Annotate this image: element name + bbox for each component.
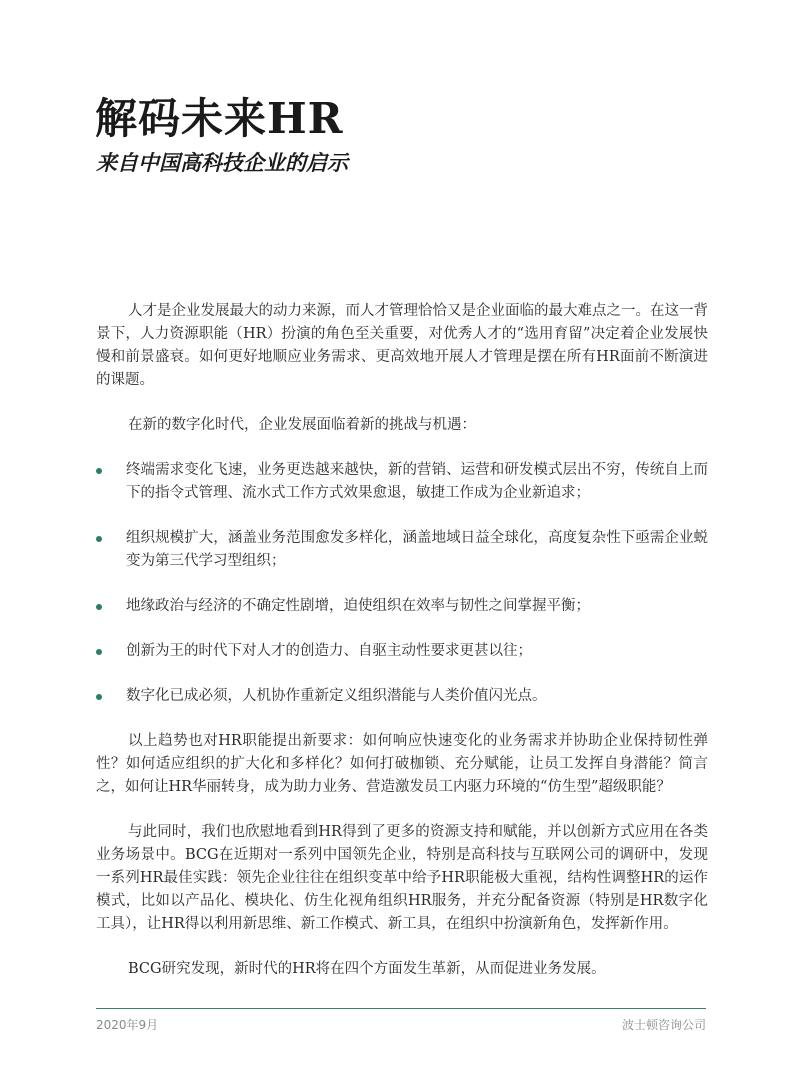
list-item xyxy=(96,685,708,708)
bullet-icon xyxy=(96,536,102,542)
list-item-text: 地缘政治与经济的不确定性剧增，迫使组织在效率与韧性之间掌握平衡； xyxy=(126,598,590,614)
list-item xyxy=(96,459,708,505)
footer-publisher: 波士顿咨询公司 xyxy=(621,1018,706,1032)
challenge-list xyxy=(96,459,708,708)
lead-paragraph: 在新的数字化时代，企业发展面临着新的挑战与机遇： xyxy=(128,417,476,433)
intro-paragraph: 人才是企业发展最大的动力来源，而人才管理恰恰又是企业面临的最大难点之一。在这一背景下，人力资源职能（HR）扮演的角色至关重要，对优秀人才的“选用育留”决定着企业发展快慢和前景盛衰。如何更好地顺应业务需求、更高效地开展人才管理是摆在所有HR面前不断演进的课题。 xyxy=(96,303,708,388)
trend-paragraph: 以上趋势也对HR职能提出新要求：如何响应快速变化的业务需求并协助企业保持韧性弹性？如何适应组织的扩大化和多样化？如何打破枷锁、充分赋能，让员工发挥自身潜能？简言之，如何让HR华丽转身，成为助力业务、营造激发员工内驱力环境的“仿生型”超级职能？ xyxy=(96,733,708,795)
list-item-text: 组织规模扩大，涵盖业务范围愈发多样化，涵盖地域日益全球化，高度复杂性下亟需企业蜕变为第三代学习型组织； xyxy=(126,530,708,569)
bullet-icon xyxy=(96,694,102,700)
list-item xyxy=(96,640,708,663)
bcg-paragraph: 与此同时，我们也欣慰地看到HR得到了更多的资源支持和赋能，并以创新方式应用在各类业务场景中。BCG在近期对一系列中国领先企业，特别是高科技与互联网公司的调研中，发现一系列HR最佳实践：领先企业往往在组织变革中给予HR职能极大重视，结构性调整HR的运作模式，比如以产品化、模块化、仿生化视角组织HR服务，并充分配备资源（特别是HR数字化工具），让HR得以利用新思维、新工作模式、新工具，在组织中扮演新角色，发挥新作用。 xyxy=(96,824,708,932)
list-item-text: 创新为王的时代下对人才的创造力、自驱主动性要求更甚以往； xyxy=(126,643,532,659)
list-item-text: 数字化已成必须，人机协作重新定义组织潜能与人类价值闪光点。 xyxy=(126,688,547,704)
closing-paragraph: BCG研究发现，新时代的HR将在四个方面发生革新，从而促进业务发展。 xyxy=(128,961,606,977)
footer-date: 2020年9月 xyxy=(96,1018,159,1032)
list-item xyxy=(96,527,708,573)
page-title: 解码未来HR xyxy=(95,94,344,143)
body-text xyxy=(96,300,708,1003)
bullet-icon xyxy=(96,604,102,610)
bullet-icon xyxy=(96,649,102,655)
bullet-icon xyxy=(96,468,102,474)
list-item xyxy=(96,595,708,618)
footer-divider xyxy=(96,1008,706,1009)
list-item-text: 终端需求变化飞速，业务更迭越来越快，新的营销、运营和研发模式层出不穷，传统自上而下的指令式管理、流水式工作方式效果愈退，敏捷工作成为企业新追求； xyxy=(126,462,708,501)
page-subtitle: 来自中国高科技企业的启示 xyxy=(96,150,348,175)
